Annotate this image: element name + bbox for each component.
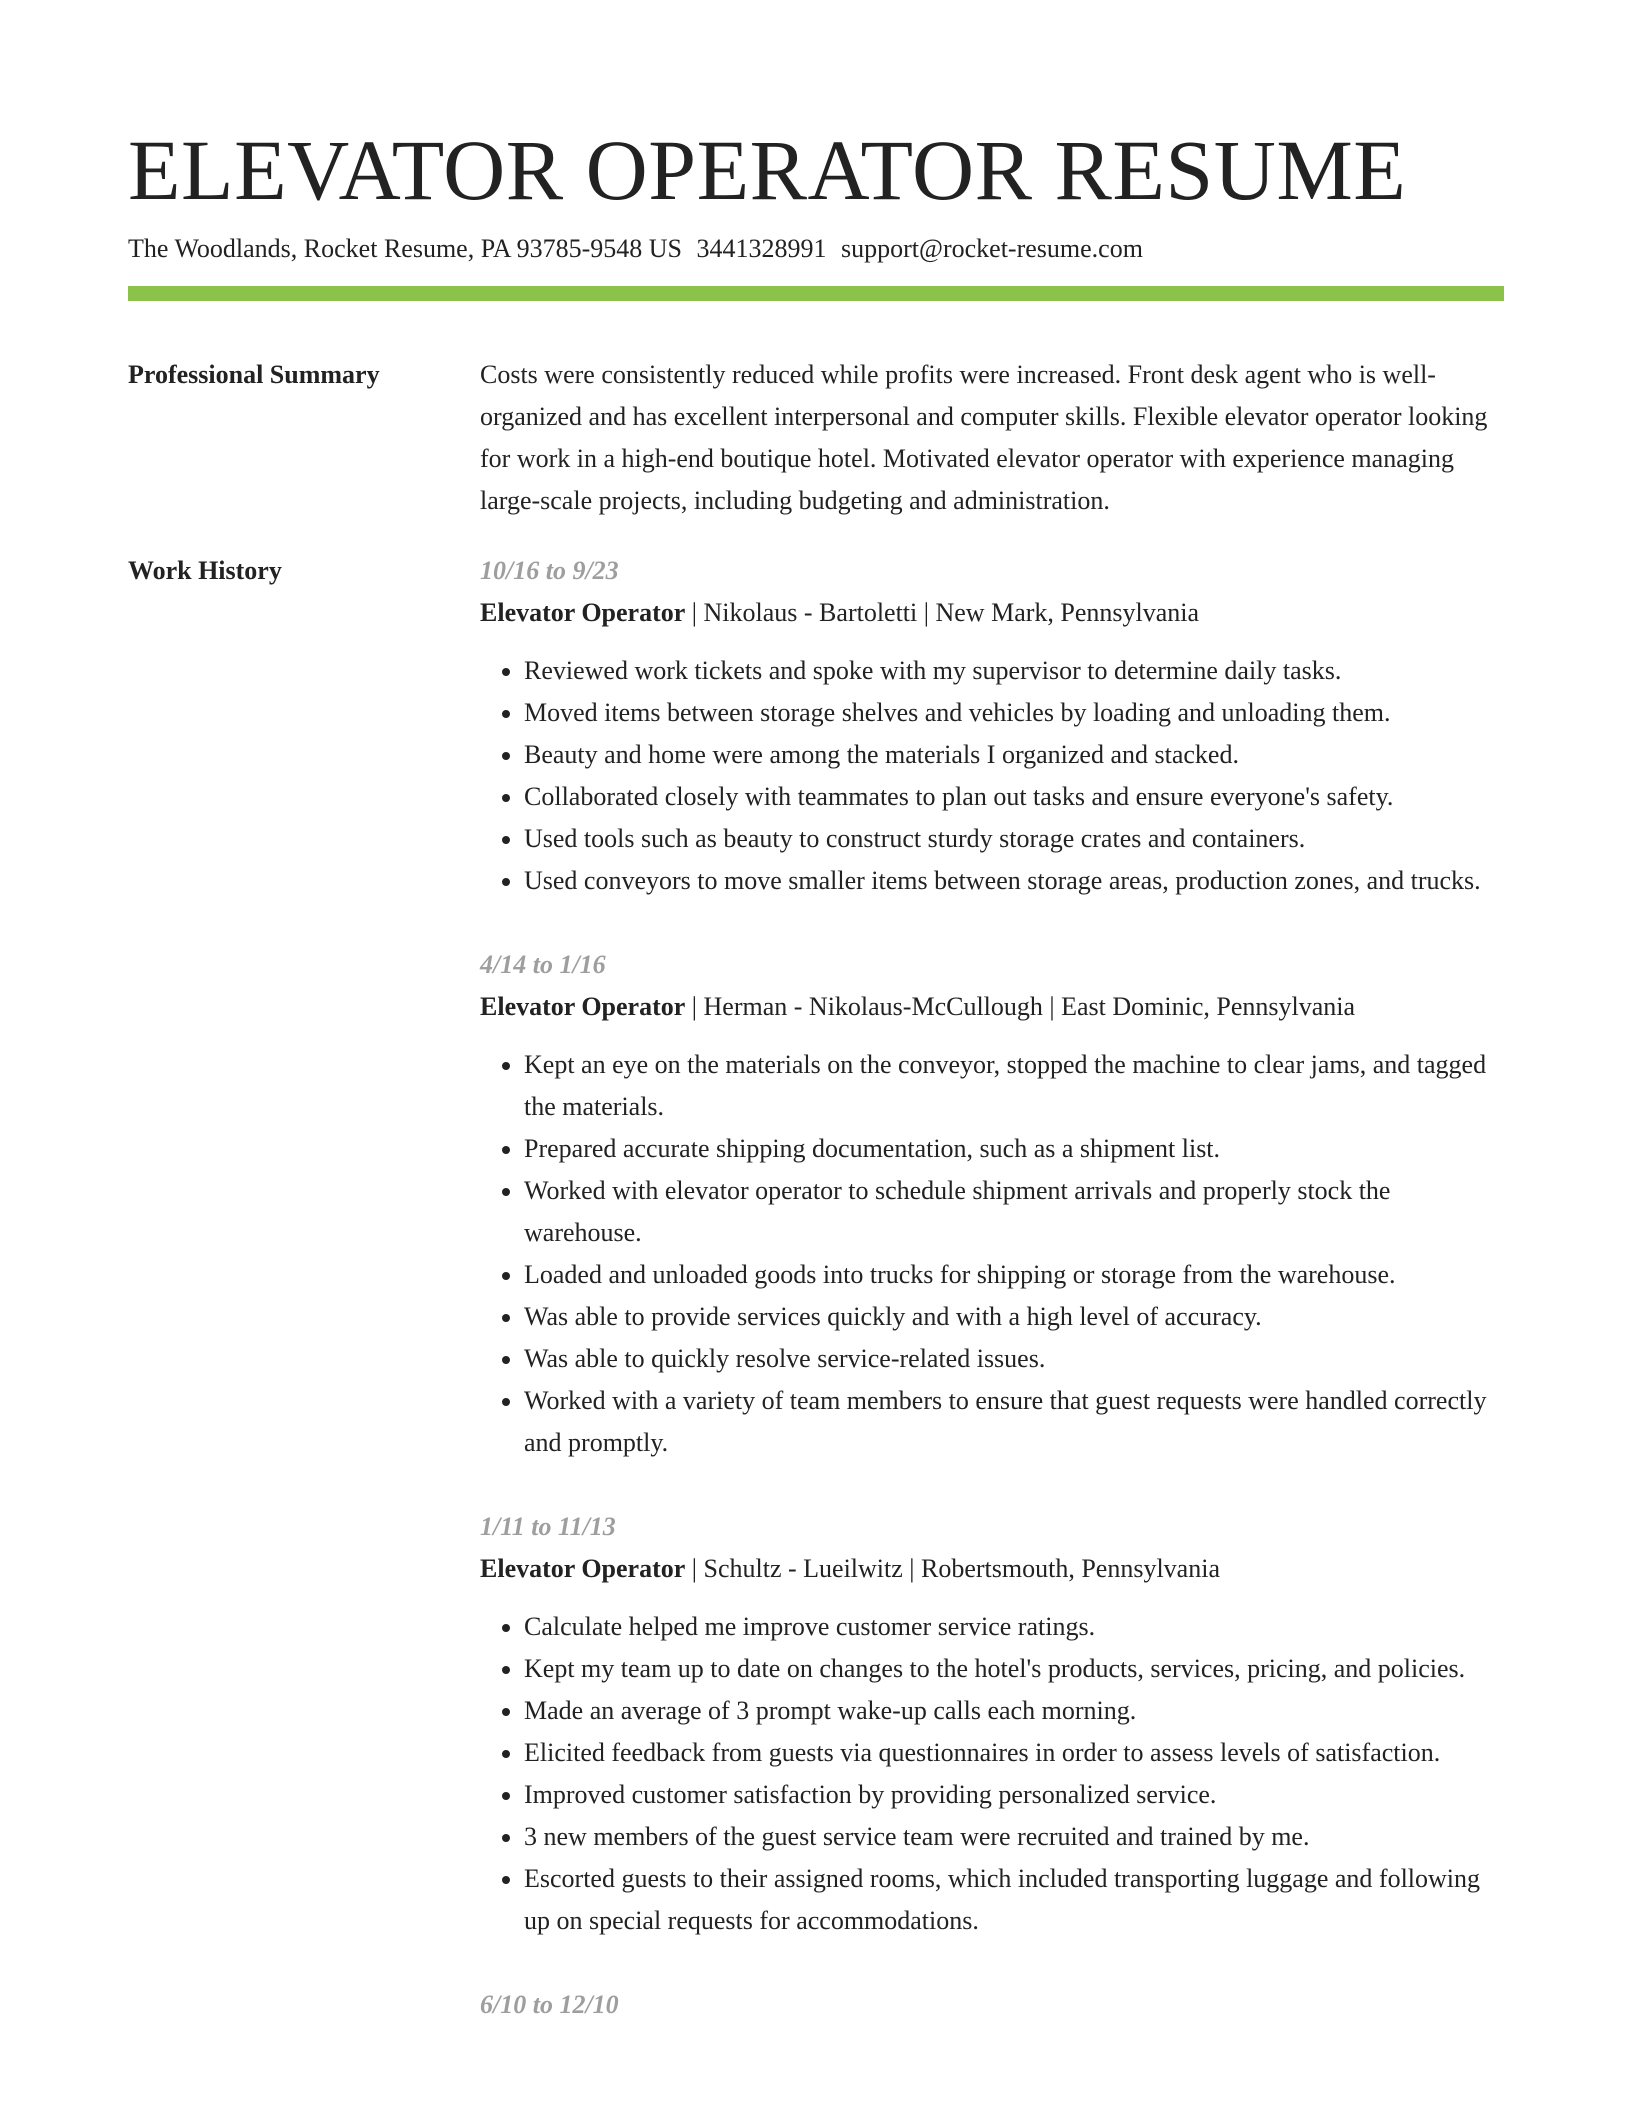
job-bullet: • Collaborated closely with teammates to plan out tasks and ensure everyone's safety. — [524, 776, 1504, 818]
job-entry — [480, 944, 1504, 1464]
job-dates: 6/10 to 12/10 — [480, 1990, 619, 2019]
job-bullet-list — [480, 1044, 1504, 1464]
job-company: Nikolaus - Bartoletti — [703, 598, 918, 627]
job-header: Elevator Operator | Herman - Nikolaus-McCullough | East Dominic, Pennsylvania — [480, 992, 1356, 1021]
summary-label: Professional Summary — [128, 360, 380, 389]
job-bullet: • Kept an eye on the materials on the conveyor, stopped the machine to clear jams, and tagged the materials. — [524, 1044, 1504, 1128]
job-bullet: • Moved items between storage shelves and vehicles by loading and unloading them. — [524, 692, 1504, 734]
contact-address: The Woodlands, Rocket Resume, PA 93785-9548 US — [128, 234, 683, 263]
work-history-label: Work History — [128, 556, 282, 585]
resume-title: ELEVATOR OPERATOR RESUME — [128, 122, 1407, 218]
job-bullet-list — [480, 650, 1504, 902]
job-entry — [480, 1506, 1504, 1942]
contact-phone: 3441328991 — [696, 234, 827, 263]
job-bullet: • Kept my team up to date on changes to the hotel's products, services, pricing, and policies. — [524, 1648, 1504, 1690]
job-bullet: • Worked with elevator operator to schedule shipment arrivals and properly stock the warehouse. — [524, 1170, 1504, 1254]
job-bullet: • Used conveyors to move smaller items between storage areas, production zones, and trucks. — [524, 860, 1504, 902]
job-header: Elevator Operator | Nikolaus - Bartoletti | New Mark, Pennsylvania — [480, 598, 1200, 627]
job-bullet: • Prepared accurate shipping documentation, such as a shipment list. — [524, 1128, 1504, 1170]
job-bullet: • Was able to quickly resolve service-related issues. — [524, 1338, 1504, 1380]
job-bullet: • 3 new members of the guest service team were recruited and trained by me. — [524, 1816, 1504, 1858]
job-bullet: • Made an average of 3 prompt wake-up calls each morning. — [524, 1690, 1504, 1732]
job-title: Elevator Operator — [480, 1554, 686, 1583]
job-title: Elevator Operator — [480, 598, 686, 627]
job-bullet: • Escorted guests to their assigned rooms, which included transporting luggage and following up on special requests for accommodations. — [524, 1858, 1504, 1942]
header-divider — [128, 286, 1504, 301]
summary-body — [480, 354, 1504, 522]
job-bullet: • Worked with a variety of team members to ensure that guest requests were handled correctly and promptly. — [524, 1380, 1504, 1464]
contact-line — [128, 231, 1143, 267]
summary-text: Costs were consistently reduced while profits were increased. Front desk agent who is well-organized and has excellent interpersonal and computer skills. Flexible elevator operator looking for work in a high-end boutique hotel. Motivated elevator operator with experience managing large-scale projects, including budgeting and administration. — [480, 360, 1488, 515]
job-bullet: • Was able to provide services quickly and with a high level of accuracy. — [524, 1296, 1504, 1338]
job-bullet-list — [480, 1606, 1504, 1942]
job-entry — [480, 1984, 1504, 2026]
job-bullet: • Loaded and unloaded goods into trucks for shipping or storage from the warehouse. — [524, 1254, 1504, 1296]
job-dates: 10/16 to 9/23 — [480, 556, 619, 585]
job-company: Herman - Nikolaus-McCullough — [703, 992, 1043, 1021]
contact-email: support@rocket-resume.com — [841, 234, 1143, 263]
job-bullet: • Reviewed work tickets and spoke with my supervisor to determine daily tasks. — [524, 650, 1504, 692]
job-company: Schultz - Lueilwitz — [703, 1554, 903, 1583]
job-bullet: • Calculate helped me improve customer service ratings. — [524, 1606, 1504, 1648]
job-dates: 4/14 to 1/16 — [480, 950, 606, 979]
job-bullet: • Elicited feedback from guests via questionnaires in order to assess levels of satisfaction. — [524, 1732, 1504, 1774]
job-dates: 1/11 to 11/13 — [480, 1512, 616, 1541]
work-history-body — [480, 550, 1504, 2068]
job-bullet: • Improved customer satisfaction by providing personalized service. — [524, 1774, 1504, 1816]
job-title: Elevator Operator — [480, 992, 686, 1021]
job-bullet: • Beauty and home were among the materials I organized and stacked. — [524, 734, 1504, 776]
job-location: New Mark, Pennsylvania — [935, 598, 1200, 627]
job-bullet: • Used tools such as beauty to construct sturdy storage crates and containers. — [524, 818, 1504, 860]
job-header: Elevator Operator | Schultz - Lueilwitz | Robertsmouth, Pennsylvania — [480, 1554, 1220, 1583]
job-location: Robertsmouth, Pennsylvania — [921, 1554, 1220, 1583]
job-entry — [480, 550, 1504, 902]
job-location: East Dominic, Pennsylvania — [1061, 992, 1356, 1021]
